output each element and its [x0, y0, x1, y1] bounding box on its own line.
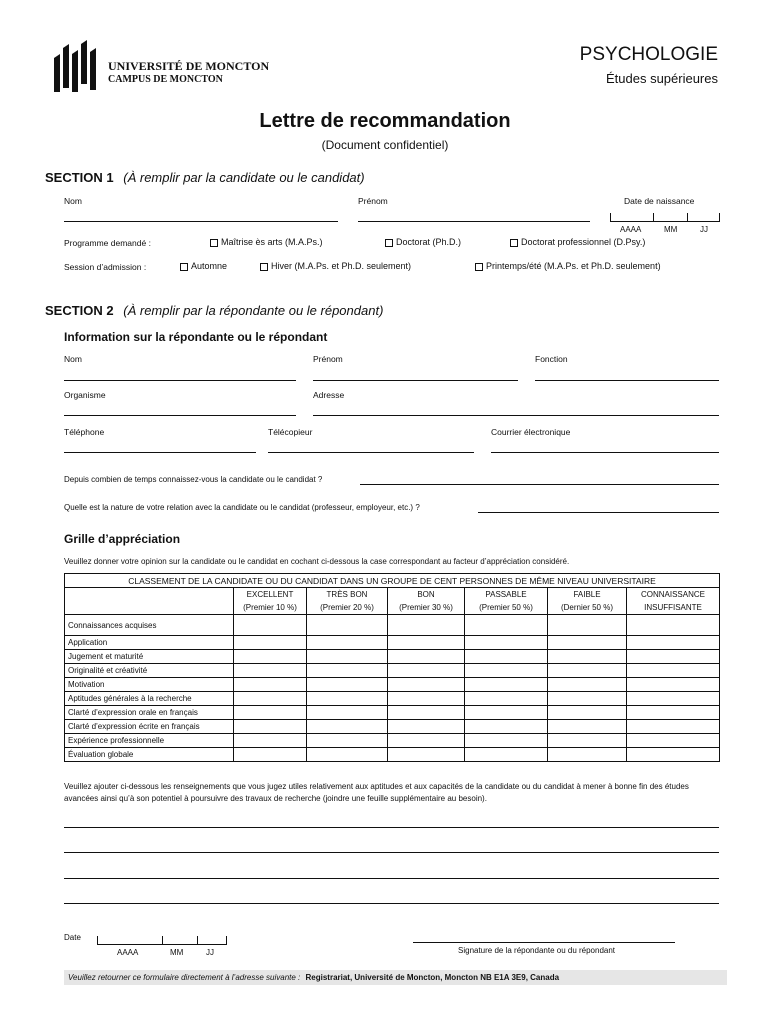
session-automne-checkbox[interactable]	[180, 261, 227, 271]
grid-cell[interactable]	[307, 636, 388, 650]
department-subtitle: Études supérieures	[605, 71, 718, 86]
col-excellent: EXCELLENT	[234, 588, 307, 602]
grid-row	[65, 636, 720, 650]
s2-telephone-label: Téléphone	[64, 427, 105, 437]
col-tres-bon: TRÈS BON	[307, 588, 388, 602]
section1-note: (À remplir par la candidate ou le candidat)	[123, 170, 365, 185]
s2-telephone-input[interactable]	[64, 452, 256, 453]
col-excellent-sub: (Premier 10 %)	[234, 601, 307, 615]
grid-cell[interactable]	[627, 706, 720, 720]
grid-cell[interactable]	[388, 650, 465, 664]
s2-organisme-input[interactable]	[64, 415, 296, 416]
s2-telecopieur-input[interactable]	[268, 452, 474, 453]
grid-cell[interactable]	[307, 748, 388, 762]
grid-cell[interactable]	[627, 650, 720, 664]
grid-cell[interactable]	[627, 748, 720, 762]
grid-cell[interactable]	[307, 650, 388, 664]
programme-maitrise-label: Maîtrise ès arts (M.A.Ps.)	[221, 237, 323, 247]
grid-cell[interactable]	[307, 734, 388, 748]
s2-nom-label: Nom	[64, 354, 82, 364]
grid-cell[interactable]	[307, 615, 388, 636]
col-connaissance-sub: INSUFFISANTE	[627, 601, 720, 615]
grid-row-label: Motivation	[65, 678, 234, 692]
signature-label: Signature de la répondante ou du répondant	[458, 946, 616, 955]
grid-cell[interactable]	[388, 706, 465, 720]
grid-cell[interactable]	[388, 678, 465, 692]
footer-mm: MM	[170, 948, 184, 957]
grid-row	[65, 692, 720, 706]
programme-label: Programme demandé :	[64, 238, 151, 248]
section1-label: SECTION 1	[45, 170, 114, 185]
grid-cell[interactable]	[465, 615, 548, 636]
col-faible: FAIBLE	[548, 588, 627, 602]
s1-prenom-input[interactable]	[358, 221, 590, 222]
grid-title: CLASSEMENT DE LA CANDIDATE OU DU CANDIDAT DANS UN GROUPE DE CENT PERSONNES DE MÊME NIVEAU UNIVERSITAIRE	[65, 574, 720, 588]
grid-cell[interactable]	[388, 636, 465, 650]
grid-cell[interactable]	[548, 734, 627, 748]
grid-corner	[65, 588, 234, 615]
grid-row-label: Évaluation globale	[65, 748, 234, 762]
grid-cell[interactable]	[234, 636, 307, 650]
col-tres-bon-sub: (Premier 20 %)	[307, 601, 388, 615]
grid-cell[interactable]	[388, 720, 465, 734]
grid-row	[65, 664, 720, 678]
s1-dob-aaaa: AAAA	[620, 225, 642, 234]
grid-cell[interactable]	[234, 615, 307, 636]
grid-row-label: Jugement et maturité	[65, 650, 234, 664]
grid-cell[interactable]	[627, 636, 720, 650]
grid-cell[interactable]	[465, 734, 548, 748]
grid-row-label: Connaissances acquises	[65, 615, 234, 636]
q-duree-label: Depuis combien de temps connaissez-vous la candidate ou le candidat ?	[64, 475, 323, 484]
s2-adresse-label: Adresse	[313, 390, 345, 400]
section2-heading	[45, 303, 383, 318]
s1-dob-label: Date de naissance	[624, 196, 695, 206]
grid-cell[interactable]	[307, 720, 388, 734]
s1-dob-jj: JJ	[700, 225, 708, 234]
col-passable-sub: (Premier 50 %)	[465, 601, 548, 615]
q-relation-input[interactable]	[478, 512, 719, 513]
grid-cell[interactable]	[548, 615, 627, 636]
col-faible-sub: (Dernier 50 %)	[548, 601, 627, 615]
grid-cell[interactable]	[627, 678, 720, 692]
s1-prenom-label: Prénom	[358, 196, 388, 206]
grid-cell[interactable]	[627, 734, 720, 748]
grid-row	[65, 734, 720, 748]
grid-cell[interactable]	[234, 734, 307, 748]
grid-cell[interactable]	[548, 748, 627, 762]
grid-cell[interactable]	[548, 650, 627, 664]
grid-row-label: Application	[65, 636, 234, 650]
s2-adresse-input[interactable]	[313, 415, 719, 416]
return-banner	[64, 970, 727, 985]
grid-cell[interactable]	[307, 692, 388, 706]
grid-cell[interactable]	[465, 748, 548, 762]
page-title: Lettre de recommandation	[259, 110, 511, 132]
logo	[52, 40, 96, 92]
grid-cell[interactable]	[465, 720, 548, 734]
grid-cell[interactable]	[307, 678, 388, 692]
grid-row	[65, 720, 720, 734]
programme-dpsy-checkbox[interactable]	[510, 237, 645, 247]
col-passable: PASSABLE	[465, 588, 548, 602]
grid-cell[interactable]	[627, 720, 720, 734]
return-note: Veuillez retourner ce formulaire directement à l’adresse suivante :	[68, 973, 301, 982]
grid-cell[interactable]	[388, 692, 465, 706]
programme-doctorat-label: Doctorat (Ph.D.)	[396, 237, 462, 247]
section2-note: (À remplir par la répondante ou le répondant)	[123, 303, 384, 318]
session-label: Session d’admission :	[64, 262, 147, 272]
grid-cell[interactable]	[307, 706, 388, 720]
session-printemps-label: Printemps/été (M.A.Ps. et Ph.D. seulement)	[486, 261, 661, 271]
session-hiver-label: Hiver (M.A.Ps. et Ph.D. seulement)	[271, 261, 412, 271]
s2-fonction-input[interactable]	[535, 380, 719, 381]
section1-heading	[45, 170, 365, 185]
programme-dpsy-label: Doctorat professionnel (D.Psy.)	[521, 237, 646, 247]
grid-row	[65, 706, 720, 720]
grid-cell[interactable]	[548, 678, 627, 692]
grid-cell[interactable]	[388, 734, 465, 748]
page-subtitle: (Document confidentiel)	[321, 138, 449, 152]
grid-row-label: Originalité et créativité	[65, 664, 234, 678]
footer-date-label: Date	[64, 933, 81, 942]
grid-row	[65, 748, 720, 762]
grid-row	[65, 678, 720, 692]
grid-cell[interactable]	[234, 748, 307, 762]
s2-fonction-label: Fonction	[535, 354, 568, 364]
university-logo-icon	[52, 40, 96, 92]
university-name: UNIVERSITÉ DE MONCTON	[108, 59, 270, 73]
grid-cell[interactable]	[548, 706, 627, 720]
s1-nom-label: Nom	[64, 196, 82, 206]
session-hiver-checkbox[interactable]	[260, 261, 411, 271]
grid-cell[interactable]	[465, 692, 548, 706]
s1-dob-mm: MM	[664, 225, 678, 234]
session-automne-label: Automne	[191, 261, 228, 271]
grid-row-label: Aptitudes générales à la recherche	[65, 692, 234, 706]
s2-prenom-input[interactable]	[313, 380, 518, 381]
grille-instruction: Veuillez donner votre opinion sur la candidate ou le candidat en cochant ci-dessous la case correspondant au facteur d’appréciation considéré.	[64, 557, 570, 566]
q-duree-input[interactable]	[360, 484, 719, 485]
footer-aaaa: AAAA	[117, 948, 139, 957]
q-relation-label: Quelle est la nature de votre relation avec la candidate ou le candidat (professeur, employeur, etc.) ?	[64, 503, 420, 512]
grid-cell[interactable]	[548, 664, 627, 678]
programme-doctorat-checkbox[interactable]	[385, 237, 461, 247]
info-title: Information sur la répondante ou le répondant	[64, 330, 328, 344]
col-connaissance: CONNAISSANCE	[627, 588, 720, 602]
grid-cell[interactable]	[548, 720, 627, 734]
grid-cell[interactable]	[627, 664, 720, 678]
programme-maitrise-checkbox[interactable]	[210, 237, 323, 247]
grid-cell[interactable]	[465, 664, 548, 678]
comments-instruction: Veuillez ajouter ci-dessous les renseignements que vous jugez utiles relativement aux aptitudes et aux capacités de la candidate ou du candidat à mener à bonne fin des études avancées ainsi qu’à son potentiel à poursuivre des travaux de recherche (joindre une feuille supplémentaire au besoin).	[64, 782, 689, 803]
grid-body	[65, 615, 720, 762]
col-bon-sub: (Premier 30 %)	[388, 601, 465, 615]
s2-courriel-label: Courrier électronique	[491, 427, 571, 437]
return-address: Registrariat, Université de Moncton, Moncton NB E1A 3E9, Canada	[305, 973, 560, 982]
grid-cell[interactable]	[627, 692, 720, 706]
grid-cell[interactable]	[388, 664, 465, 678]
grid-cell[interactable]	[234, 664, 307, 678]
grid-cell[interactable]	[548, 692, 627, 706]
grid-row-label: Expérience professionnelle	[65, 734, 234, 748]
campus-name: CAMPUS DE MONCTON	[108, 74, 223, 85]
grid-cell[interactable]	[234, 678, 307, 692]
grille-title: Grille d’appréciation	[64, 532, 181, 546]
session-printemps-checkbox[interactable]	[475, 261, 661, 271]
department-title: PSYCHOLOGIE	[579, 44, 718, 65]
grid-cell[interactable]	[548, 636, 627, 650]
signature-input[interactable]	[413, 942, 675, 943]
grid-cell[interactable]	[307, 664, 388, 678]
s2-prenom-label: Prénom	[313, 354, 343, 364]
comment-line-1[interactable]	[64, 827, 719, 828]
grid-row	[65, 615, 720, 636]
s1-nom-input[interactable]	[64, 221, 338, 222]
grid-row-label: Clarté d’expression écrite en français	[65, 720, 234, 734]
comment-line-3[interactable]	[64, 878, 719, 879]
section2-label: SECTION 2	[45, 303, 114, 318]
s1-dob-input[interactable]	[610, 213, 720, 222]
grid-cell[interactable]	[234, 692, 307, 706]
grid-cell[interactable]	[234, 706, 307, 720]
grid-cell[interactable]	[234, 720, 307, 734]
grid-cell[interactable]	[465, 636, 548, 650]
comment-line-2[interactable]	[64, 852, 719, 853]
s2-telecopieur-label: Télécopieur	[268, 427, 313, 437]
col-bon: BON	[388, 588, 465, 602]
grid-row-label: Clarté d’expression orale en français	[65, 706, 234, 720]
grid-cell[interactable]	[388, 748, 465, 762]
appreciation-grid	[64, 573, 720, 762]
comment-line-4[interactable]	[64, 903, 719, 904]
grid-cell[interactable]	[465, 678, 548, 692]
s2-nom-input[interactable]	[64, 380, 296, 381]
grid-row	[65, 650, 720, 664]
s2-courriel-input[interactable]	[491, 452, 719, 453]
grid-cell[interactable]	[234, 650, 307, 664]
grid-cell[interactable]	[465, 706, 548, 720]
footer-date-input[interactable]	[97, 936, 227, 945]
grid-cell[interactable]	[627, 615, 720, 636]
grid-cell[interactable]	[388, 615, 465, 636]
footer-jj: JJ	[206, 948, 214, 957]
s2-organisme-label: Organisme	[64, 390, 106, 400]
grid-cell[interactable]	[465, 650, 548, 664]
